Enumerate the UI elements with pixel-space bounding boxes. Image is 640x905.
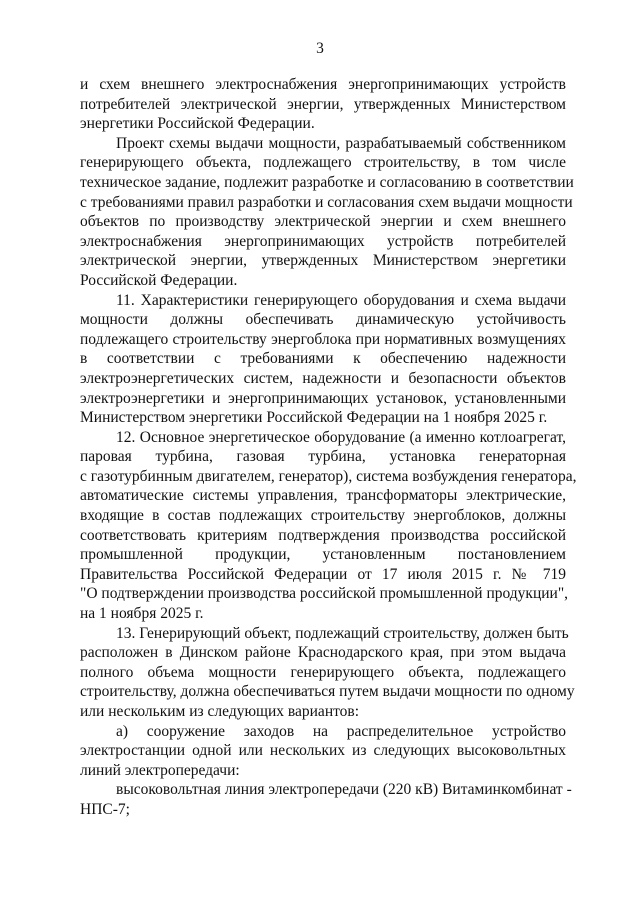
page-number: 3 <box>316 40 324 57</box>
paragraph <box>80 291 566 428</box>
text-line: энергетики Российской Федерации. <box>80 115 315 133</box>
text-line: линий электропередачи: <box>80 761 240 779</box>
text-line: электростанции одной или нескольких из следующих высоковольтных <box>80 742 566 760</box>
paragraph <box>80 722 566 781</box>
paragraph <box>80 75 566 134</box>
text-line: промышленной продукции, установленным постановлением <box>80 546 566 564</box>
text-line: потребителей электрической энергии, утвержденных Министерством <box>80 95 566 113</box>
text-line: 11. Характеристики генерирующего оборудования и схема выдачи <box>116 291 566 309</box>
text-line: Правительства Российской Федерации от 17 июля 2015 г. № 719 <box>80 565 566 583</box>
text-line: с требованиями правил разработки и согласования схем выдачи мощности <box>80 193 573 211</box>
paragraph <box>80 134 574 291</box>
text-line: с газотурбинным двигателем, генератор), система возбуждения генератора, <box>80 467 577 485</box>
text-line: полного объема мощности генерирующего объекта, подлежащего <box>80 663 566 681</box>
text-line: расположен в Динском районе Краснодарского края, при этом выдача <box>80 644 566 662</box>
text-line: электроэнергетических систем, надежности и безопасности объектов <box>80 369 566 387</box>
paragraph <box>80 780 572 819</box>
text-line: объектов по производству электрической энергии и схем внешнего <box>80 213 566 231</box>
text-line: на 1 ноября 2025 г. <box>80 605 204 623</box>
document-body <box>80 75 577 820</box>
text-line: "О подтверждении производства российской промышленной продукции", <box>80 585 569 603</box>
text-line: генерирующего объекта, подлежащего строительству, в том числе <box>80 154 566 172</box>
text-line: паровая турбина, газовая турбина, установка генераторная <box>80 448 566 466</box>
text-line: автоматические системы управления, трансформаторы электрические, <box>80 487 566 505</box>
text-line: строительству, должна обеспечиваться путем выдачи мощности по одному <box>80 683 575 701</box>
text-line: электроснабжения энергопринимающих устройств потребителей <box>80 232 566 250</box>
text-line: мощности должны обеспечивать динамическую устойчивость <box>80 311 566 329</box>
text-line: электрической энергии, утвержденных Министерством энергетики <box>80 252 566 270</box>
paragraph <box>80 624 575 722</box>
text-line: а) сооружение заходов на распределительное устройство <box>116 722 566 740</box>
text-line: Министерством энергетики Российской Федерации на 1 ноября 2025 г. <box>80 409 548 427</box>
paragraph <box>80 428 577 624</box>
text-line: 13. Генерирующий объект, подлежащий строительству, должен быть <box>116 624 569 642</box>
text-line: высоковольтная линия электропередачи (220 кВ) Витаминкомбинат - <box>116 781 572 799</box>
text-line: электроэнергетики и энергопринимающих установок, установленными <box>80 389 566 407</box>
text-line: Российской Федерации. <box>80 271 238 289</box>
text-line: техническое задание, подлежит разработке и согласованию в соответствии <box>80 173 574 191</box>
text-line: и схем внешнего электроснабжения энергопринимающих устройств <box>80 76 566 93</box>
text-line: или нескольким из следующих вариантов: <box>80 703 360 720</box>
text-line: соответствовать критериям подтверждения производства российской <box>80 526 566 544</box>
text-line: 12. Основное энергетическое оборудование (а именно котлоагрегат, <box>116 428 566 446</box>
text-line: входящие в состав подлежащих строительству энергоблоков, должны <box>80 507 566 525</box>
text-line: НПС-7; <box>80 800 130 818</box>
text-line: подлежащего строительству энергоблока при нормативных возмущениях <box>80 330 566 348</box>
text-line: Проект схемы выдачи мощности, разрабатываемый собственником <box>116 134 566 152</box>
text-line: в соответствии с требованиями к обеспечению надежности <box>80 350 566 368</box>
